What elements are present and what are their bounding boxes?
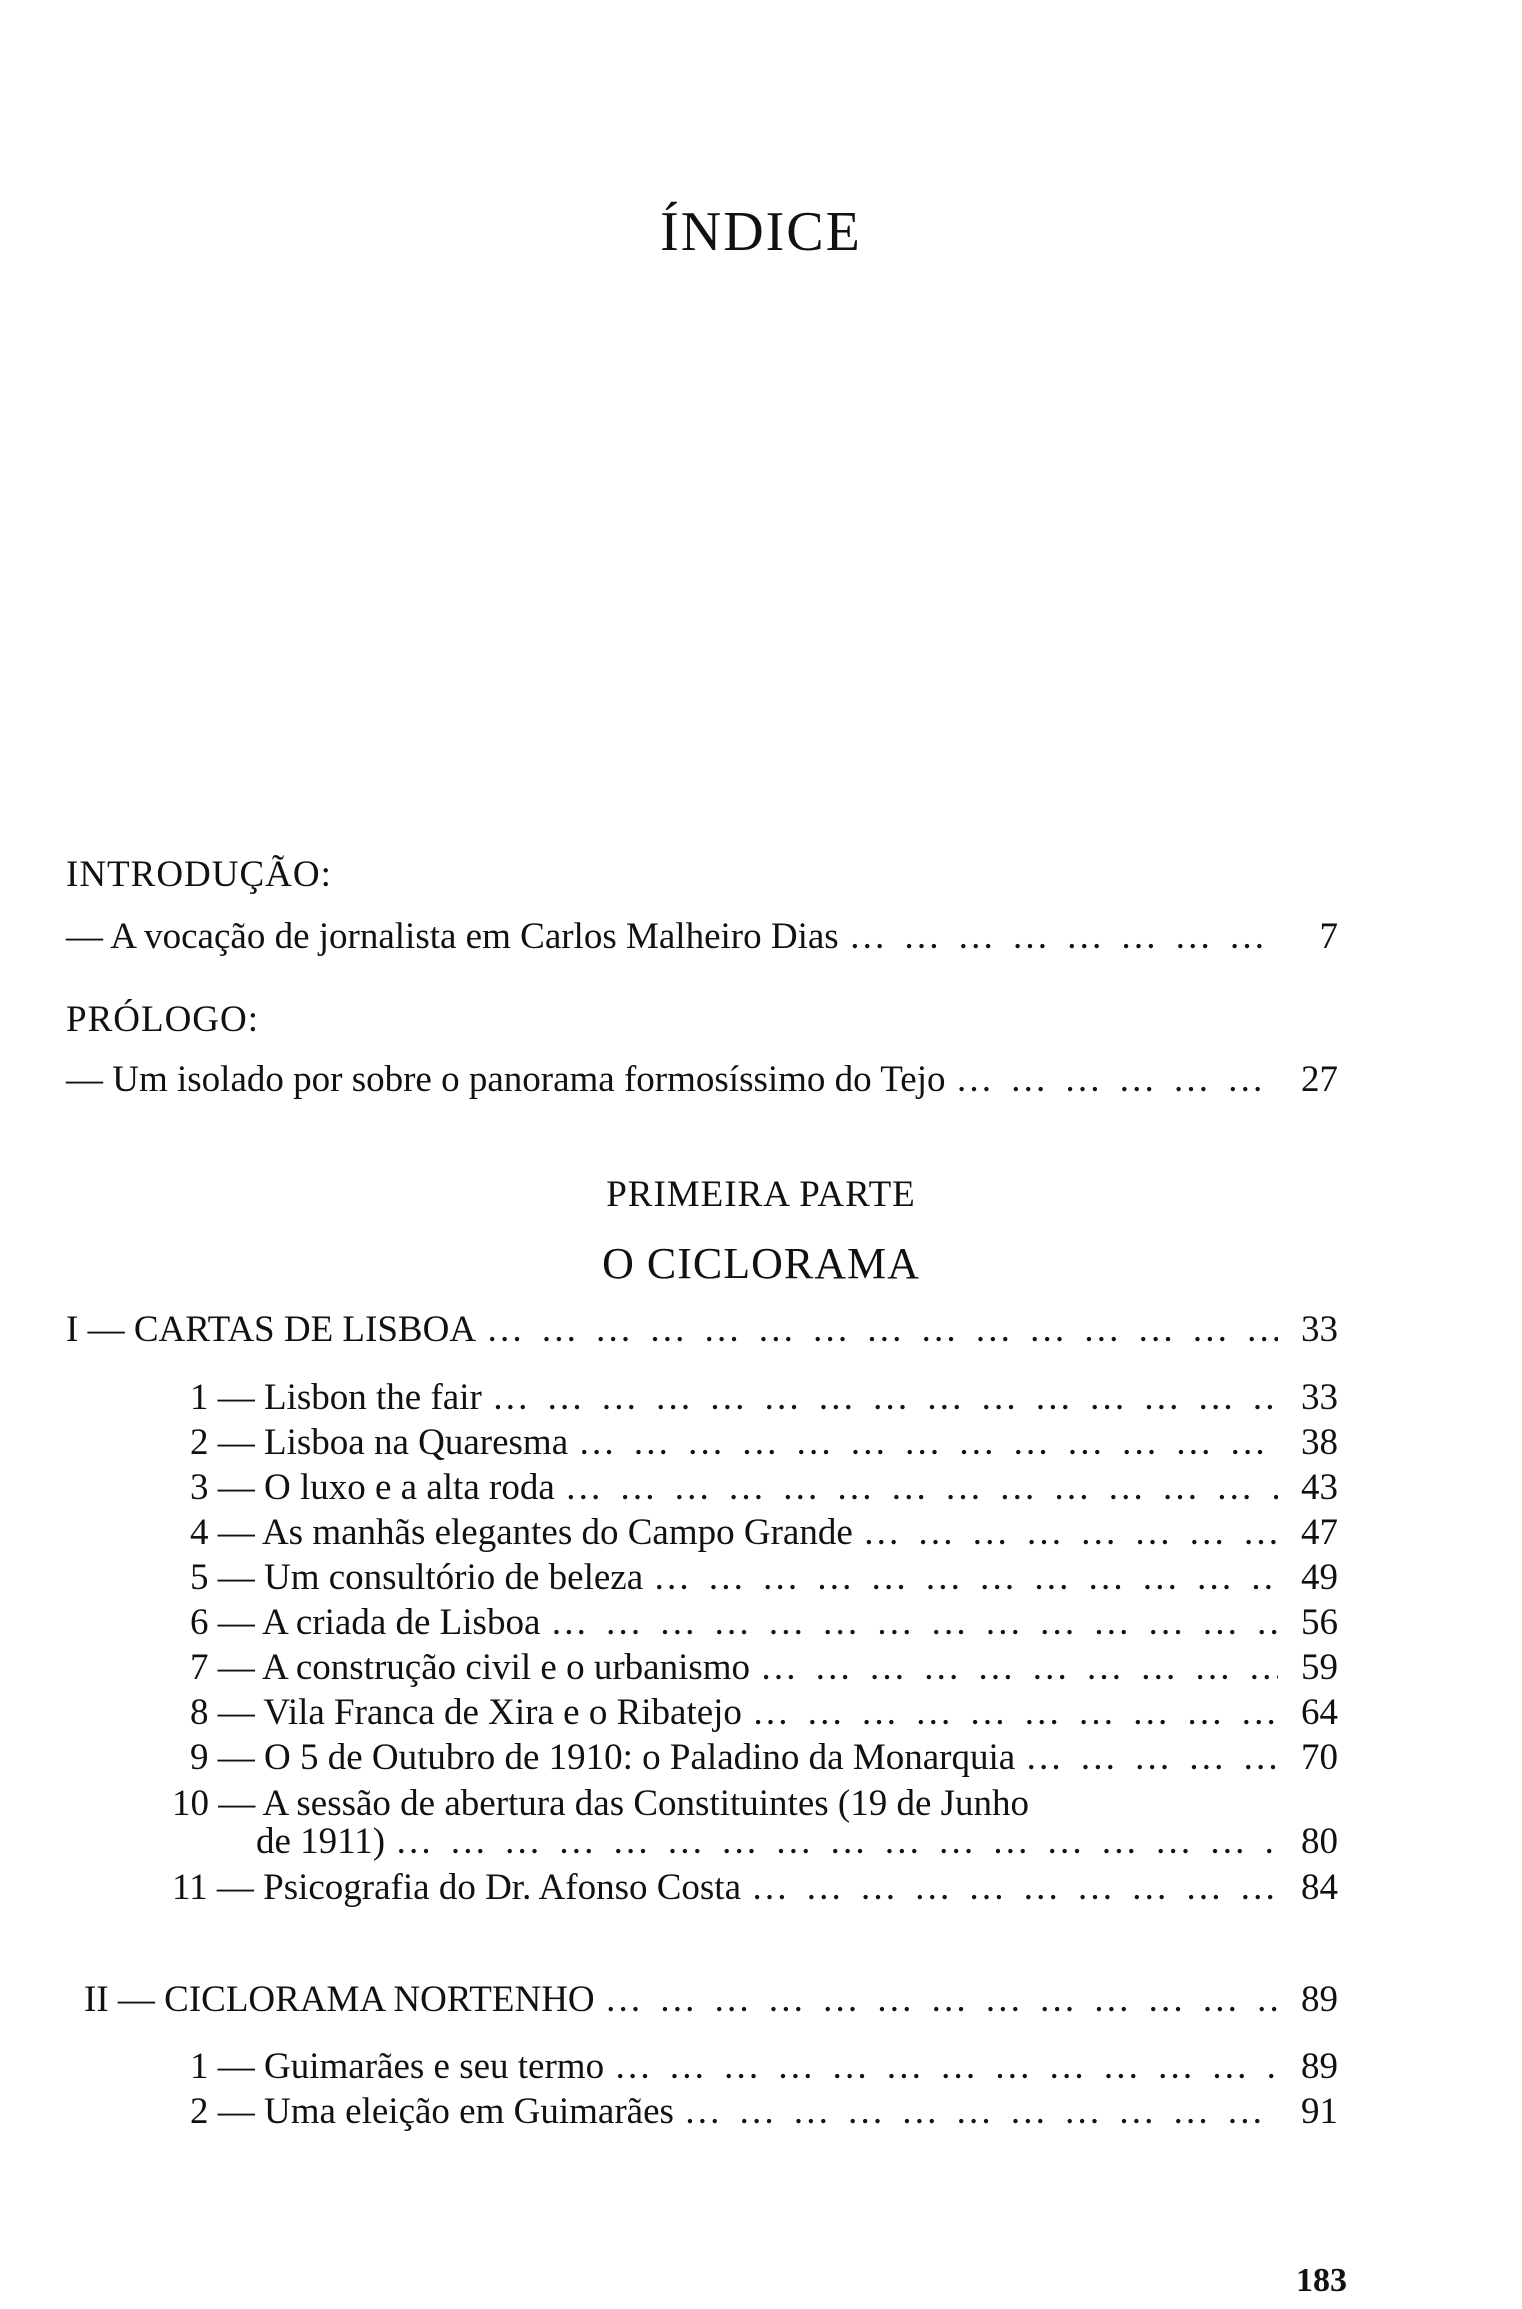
leader-dots — [578, 1421, 1278, 1464]
toc-item[interactable] — [190, 1556, 1338, 1602]
toc-item-text: 7 — A construção civil e o urbanismo — [190, 1647, 751, 1688]
toc-page-number: 91 — [1301, 2091, 1338, 2132]
toc-item-text-line1: 10 — A sessão de abertura das Constituintes (19 de Junho — [172, 1783, 1030, 1824]
toc-item-text: 11 — Psicografia do Dr. Afonso Costa — [172, 1867, 742, 1908]
leader-dots — [486, 1308, 1278, 1351]
leader-dots — [653, 1556, 1278, 1599]
page-number: 183 — [1296, 2262, 1347, 2299]
toc-page-number: 27 — [1301, 1059, 1338, 1100]
toc-item-text: 8 — Vila Franca de Xira e o Ribatejo — [190, 1692, 742, 1733]
leader-dots — [1025, 1736, 1278, 1779]
toc-item-text: 1 — Guimarães e seu termo — [190, 2046, 605, 2087]
toc-item[interactable] — [190, 2045, 1338, 2091]
leader-dots — [614, 2045, 1278, 2088]
toc-item[interactable] — [190, 1646, 1338, 1692]
toc-page-number: 59 — [1301, 1647, 1338, 1688]
toc-item[interactable] — [190, 1736, 1338, 1782]
toc-item-text: 6 — A criada de Lisboa — [190, 1602, 541, 1643]
toc-item-text: de 1911) — [256, 1821, 386, 1862]
introducao-label: INTRODUÇÃO: — [66, 854, 332, 895]
leader-dots — [751, 1866, 1278, 1909]
toc-page-number: 43 — [1301, 1467, 1338, 1508]
toc-item[interactable] — [190, 1511, 1338, 1557]
toc-item[interactable] — [190, 1421, 1338, 1467]
page-title: ÍNDICE — [660, 201, 862, 263]
toc-item-text: 9 — O 5 de Outubro de 1910: o Paladino da Monarquia — [190, 1737, 1016, 1778]
leader-dots — [565, 1466, 1278, 1509]
toc-page-number: 49 — [1301, 1557, 1338, 1598]
toc-page-number: 38 — [1301, 1422, 1338, 1463]
toc-page-number: 70 — [1301, 1737, 1338, 1778]
toc-entry-prologo[interactable] — [66, 1058, 1338, 1104]
toc-item-text: 2 — Uma eleição em Guimarães — [190, 2091, 674, 2132]
toc-item-text: 4 — As manhãs elegantes do Campo Grande — [190, 1512, 853, 1553]
toc-item-text: 5 — Um consultório de beleza — [190, 1557, 644, 1598]
toc-chapter-1[interactable] — [66, 1308, 1338, 1354]
leader-dots — [955, 1058, 1278, 1101]
leader-dots — [395, 1820, 1278, 1863]
part-label: PRIMEIRA PARTE — [606, 1174, 916, 1215]
leader-dots — [605, 1978, 1278, 2021]
toc-page-number: 7 — [1319, 916, 1338, 957]
toc-page-number: 80 — [1301, 1821, 1338, 1862]
toc-item[interactable] — [190, 1601, 1338, 1647]
chapter-title: I — CARTAS DE LISBOA — [66, 1309, 477, 1350]
toc-page-number: 47 — [1301, 1512, 1338, 1553]
toc-entry-text: — Um isolado por sobre o panorama formosíssimo do Tejo — [66, 1059, 946, 1100]
leader-dots — [684, 2090, 1278, 2133]
toc-item[interactable] — [256, 1820, 1338, 1866]
toc-entry-text: — A vocação de jornalista em Carlos Malheiro Dias — [66, 916, 839, 957]
leader-dots — [863, 1511, 1278, 1554]
toc-item[interactable] — [190, 1376, 1338, 1422]
prologo-label: PRÓLOGO: — [66, 999, 260, 1040]
chapter-title: II — CICLORAMA NORTENHO — [84, 1979, 595, 2020]
leader-dots — [760, 1646, 1278, 1689]
toc-item-text: 2 — Lisboa na Quaresma — [190, 1422, 569, 1463]
leader-dots — [492, 1376, 1278, 1419]
toc-page-number: 33 — [1301, 1309, 1338, 1350]
toc-page-number: 89 — [1301, 2046, 1338, 2087]
toc-item-text: 3 — O luxo e a alta roda — [190, 1467, 555, 1508]
toc-item-text: 1 — Lisbon the fair — [190, 1377, 482, 1418]
toc-item[interactable] — [190, 1466, 1338, 1512]
toc-item[interactable] — [190, 1691, 1338, 1737]
part-title: O CICLORAMA — [602, 1239, 920, 1288]
toc-item[interactable] — [172, 1866, 1338, 1912]
toc-chapter-2[interactable] — [84, 1978, 1338, 2024]
toc-page-number: 89 — [1301, 1979, 1338, 2020]
toc-page-number: 33 — [1301, 1377, 1338, 1418]
leader-dots — [849, 915, 1278, 958]
toc-item[interactable] — [190, 2090, 1338, 2136]
toc-page-number: 64 — [1301, 1692, 1338, 1733]
toc-page-number: 84 — [1301, 1867, 1338, 1908]
leader-dots — [550, 1601, 1278, 1644]
toc-page-number: 56 — [1301, 1602, 1338, 1643]
leader-dots — [752, 1691, 1278, 1734]
toc-entry-introducao[interactable] — [66, 915, 1338, 961]
